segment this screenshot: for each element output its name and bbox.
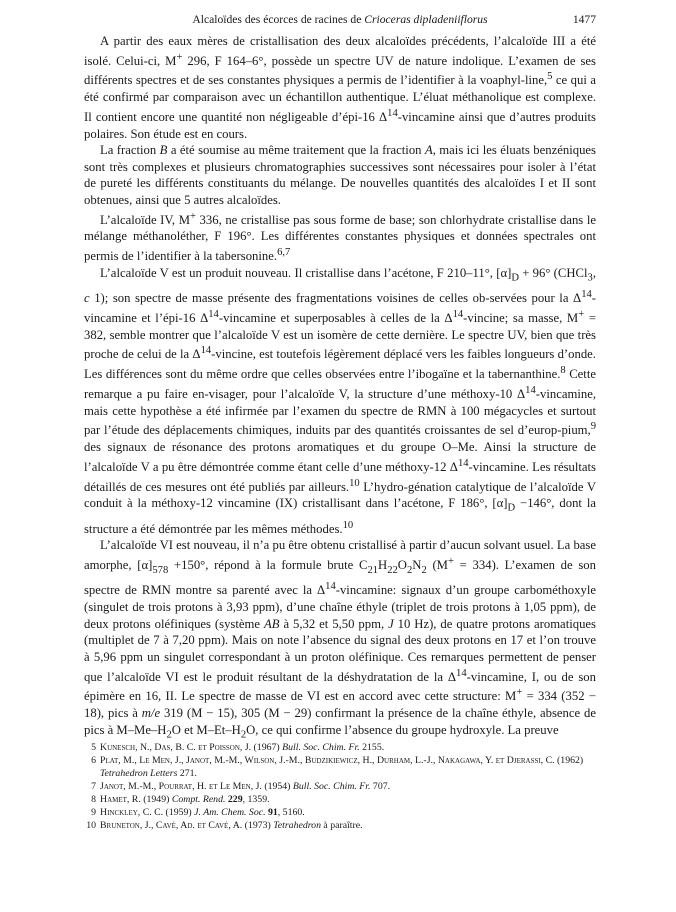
reference-6 bbox=[84, 754, 596, 780]
bold-text: 91 bbox=[267, 807, 278, 818]
subscript: 578 bbox=[152, 564, 169, 576]
italic-text: Bull. Soc. Chim. Fr. bbox=[292, 781, 371, 792]
subscript: 21 bbox=[367, 564, 379, 576]
paragraph-fraction-b: La fraction B a été soumise au même traitement que la fraction A, mais ici les éluats benzéniques sont très complexes et plusieurs chromatographies successives sont nécessaires pour isoler à l’état de pureté les différents constituants du mélange. De nouvelles quantités des alcaloïdes I et II sont obtenues, ainsi que 5 autres alcaloïdes. bbox=[84, 143, 596, 208]
superscript: 14 bbox=[208, 308, 219, 320]
page-number: 1477 bbox=[572, 13, 596, 26]
subscript: D bbox=[511, 272, 519, 284]
superscript: 6,7 bbox=[277, 247, 291, 259]
subscript: 22 bbox=[387, 564, 398, 576]
bold-text: 229 bbox=[227, 794, 243, 805]
italic-text: A bbox=[424, 143, 433, 158]
italic-text: Compt. Rend. bbox=[171, 794, 226, 805]
superscript: + bbox=[516, 687, 523, 699]
author-names: Bruneton, J., Cavé, Ad. et Cavé, A. bbox=[100, 820, 243, 831]
subscript: 2 bbox=[240, 729, 247, 741]
superscript: + bbox=[189, 210, 196, 222]
reference-text: Hinckley, C. C. (1959) J. Am. Chem. Soc. 91, 5160. bbox=[100, 807, 305, 818]
author-names: Hamet, R. bbox=[100, 794, 141, 805]
superscript: + bbox=[447, 555, 454, 567]
superscript: 10 bbox=[349, 477, 360, 489]
superscript: 14 bbox=[581, 289, 592, 301]
reference-text: Hamet, R. (1949) Compt. Rend. 229, 1359. bbox=[100, 794, 270, 805]
italic-text: Bull. Soc. Chim. Fr. bbox=[282, 742, 360, 753]
superscript: + bbox=[176, 51, 183, 63]
italic-text: m/e bbox=[141, 706, 161, 721]
superscript: 10 bbox=[342, 519, 354, 531]
superscript: 8 bbox=[560, 365, 566, 377]
reference-number: 9 bbox=[91, 807, 96, 818]
italic-text: Tetrahedron bbox=[273, 820, 321, 831]
author-names: Plat, M., Le Men, J., Janot, M.-M., Wilson, J.-M., Budzikiewicz, H., Durham, L.-J., Nakagawa, Y. et Djerassi, C. bbox=[100, 755, 555, 766]
superscript: 14 bbox=[457, 457, 469, 469]
subscript: 2 bbox=[421, 564, 427, 576]
running-title bbox=[84, 12, 596, 28]
italic-text: B bbox=[159, 143, 168, 158]
paragraph-alkaloid-iv: L’alcaloïde IV, M+ 336, ne cristallise pas sous forme de base; son chlorhydrate cristallise dans le mélange méthanoléther, F 196°. Les différentes constantes physiques et données spectrales ont permis de l’identifier à la tabersonine.$^{6,7}$ bbox=[84, 210, 596, 264]
superscript: + bbox=[578, 308, 585, 320]
running-title-species: Crioceras dipladeniiflorus bbox=[364, 13, 488, 26]
reference-number: 5 bbox=[91, 742, 96, 753]
reference-number: 8 bbox=[91, 794, 96, 805]
reference-text: Plat, M., Le Men, J., Janot, M.-M., Wilson, J.-M., Budzikiewicz, H., Durham, L.-J., Nakagawa, Y. et Djerassi, C. (1962) Tetrahedron Letters 271. bbox=[100, 755, 584, 779]
reference-7 bbox=[84, 780, 596, 793]
superscript: 14 bbox=[452, 308, 464, 320]
article-body bbox=[84, 33, 596, 744]
superscript: 14 bbox=[200, 345, 212, 357]
reference-5 bbox=[84, 741, 596, 754]
superscript: 14 bbox=[325, 581, 336, 593]
footnote-references bbox=[84, 741, 596, 832]
author-names: Hinckley, C. C. bbox=[100, 807, 164, 818]
paragraph-alkaloid-vi: L’alcaloïde VI est nouveau, il n’a pu être obtenu cristallisé à partir d’aucun solvant usuel. La base amorphe, $[\alpha]_{578} +150^\circ$, répond à la formule brute $C_{21}H_{22}O_2N_2$ (M+ = 334). L’examen de son spectre de RMN montre sa parenté avec la $\Delta^{14}$-vincamine: signaux d’un groupe carbométhoxyle (singulet de trois protons à 3,93 ppm), d’une chaîne éthyle (triplet de trois protons à 1,05 ppm), de deux protons oléfiniques (système AB à 5,32 et 5,50 ppm, J 10 Hz), de quatre protons aromatiques (multiplet de 7 à 7,20 ppm). Mais on note l’absence du signal des deux protons en 17 et l’on trouve à 5,96 ppm un singulet correspondant à un proton oléfinique. Ces remarques permettent de penser que l’alcaloïde VI est le produit résultant de la déshydratation de la $\Delta^{14}$-vincamine, I, ou de son épimère en 16, II. Le spectre de masse de VI est en accord avec cette structure: M+ = 334 (352 − 18), pics à m/e 319 (M − 15), 305 (M − 29) confirmant la présence de la chaîne éthyle, absence de pics à $M-Me-H_2O$ et $M-Et-H_2O$, ce qui confirme l’absence du groupe hydroxyle. La preuve bbox=[84, 538, 596, 741]
superscript: 5 bbox=[547, 71, 553, 83]
subscript: D bbox=[507, 502, 516, 514]
superscript: 9 bbox=[590, 421, 596, 433]
reference-10 bbox=[84, 819, 596, 832]
subscript: 2 bbox=[166, 729, 172, 741]
italic-text: J bbox=[388, 616, 394, 631]
subscript: 3 bbox=[587, 272, 593, 284]
reference-text: Bruneton, J., Cavé, Ad. et Cavé, A. (1973) Tetrahedron à paraître. bbox=[100, 820, 363, 831]
superscript: 14 bbox=[387, 107, 398, 119]
superscript: 14 bbox=[525, 384, 536, 396]
reference-number: 10 bbox=[86, 820, 96, 831]
superscript: 14 bbox=[456, 667, 467, 679]
author-names: Kunesch, N., Das, B. C. et Poisson, J. bbox=[100, 742, 252, 753]
author-names: Janot, M.-M., Pourrat, H. et Le Men, J. bbox=[100, 781, 262, 792]
reference-text: Janot, M.-M., Pourrat, H. et Le Men, J. (1954) Bull. Soc. Chim. Fr. 707. bbox=[100, 781, 391, 792]
running-header bbox=[84, 12, 596, 28]
reference-text: Kunesch, N., Das, B. C. et Poisson, J. (1967) Bull. Soc. Chim. Fr. 2155. bbox=[100, 742, 385, 753]
subscript: 2 bbox=[406, 564, 413, 576]
reference-8 bbox=[84, 793, 596, 806]
italic-text: J. Am. Chem. Soc. bbox=[194, 807, 266, 818]
reference-number: 7 bbox=[91, 781, 96, 792]
paragraph-alkaloid-iii: A partir des eaux mères de cristallisation des deux alcaloïdes précédents, l’alcaloïde III a été isolé. Celui-ci, M+ 296, F 164–6°, possède un spectre UV de nature indolique. L’examen de ses différents spectres et de ses constantes physiques a permis de l’identifier à la voaphyl-line,$^5$ ce qui a été confirmé par comparaison avec un échantillon authentique. L’éluat méthanolique est complexe. Il contient encore une quantité non négligeable d’épi-16 $\Delta^{14}$-vincamine ainsi que d’autres produits polaires. Son étude est en cours. bbox=[84, 34, 596, 141]
reference-number: 6 bbox=[91, 755, 96, 766]
paragraph-alkaloid-v: L’alcaloïde V est un produit nouveau. Il cristallise dans l’acétone, F 210–11°, $[\alpha]_D + 96^\circ$ (CHCl$_3$, c 1); son spectre de masse présente des fragmentations voisines de celles ob-servées pour la $\Delta^{14}$-vincamine et l’épi-16 $\Delta^{14}$-vincamine et superposables à celles de la $\Delta^{14}$-vincine; sa masse, M+ = 382, semble montrer que l’alcaloïde V est un isomère de cette dernière. Le spectre UV, bien que très proche de celui de la $\Delta^{14}$-vincine, est toutefois légèrement déplacé vers les faibles longueurs d’onde. Les différences sont du même ordre que celles observées entre l’ibogaïne et la tabernanthine.$^8$ Cette remarque a pu faire en-visager, pour l’alcaloïde V, la structure d’une méthoxy-10 $\Delta^{14}$-vincamine, mais cette hypothèse a été infirmée par l’examen du spectre de RMN à 100 mégacycles et surtout par l’étude des déplacements chimiques, induits par des quantités croissantes de sel d’europ-pium,$^9$ des signaux de résonance des protons aromatiques et du groupe O–Me. Ainsi la structure de l’alcaloïde V a pu être démontrée comme étant celle d’une méthoxy-12 $\Delta^{14}$-vincamine. Les résultats détaillés de ces mesures ont été publiés par ailleurs.$^{10}$ L’hydro-génation catalytique de l’alcaloïde V conduit à la méthoxy-12 vincamine (IX) cristallisant dans l’acétone, F 186°, $[\alpha]_D -146^\circ$, dont la structure a été démontrée par les mêmes méthodes.$^{10}$ bbox=[84, 265, 596, 536]
running-title-text: Alcaloïdes des écorces de racines de bbox=[192, 13, 365, 26]
italic-text: AB bbox=[263, 616, 280, 631]
italic-text: c bbox=[84, 291, 90, 306]
reference-9 bbox=[84, 806, 596, 819]
italic-text: Tetrahedron Letters bbox=[100, 768, 178, 779]
